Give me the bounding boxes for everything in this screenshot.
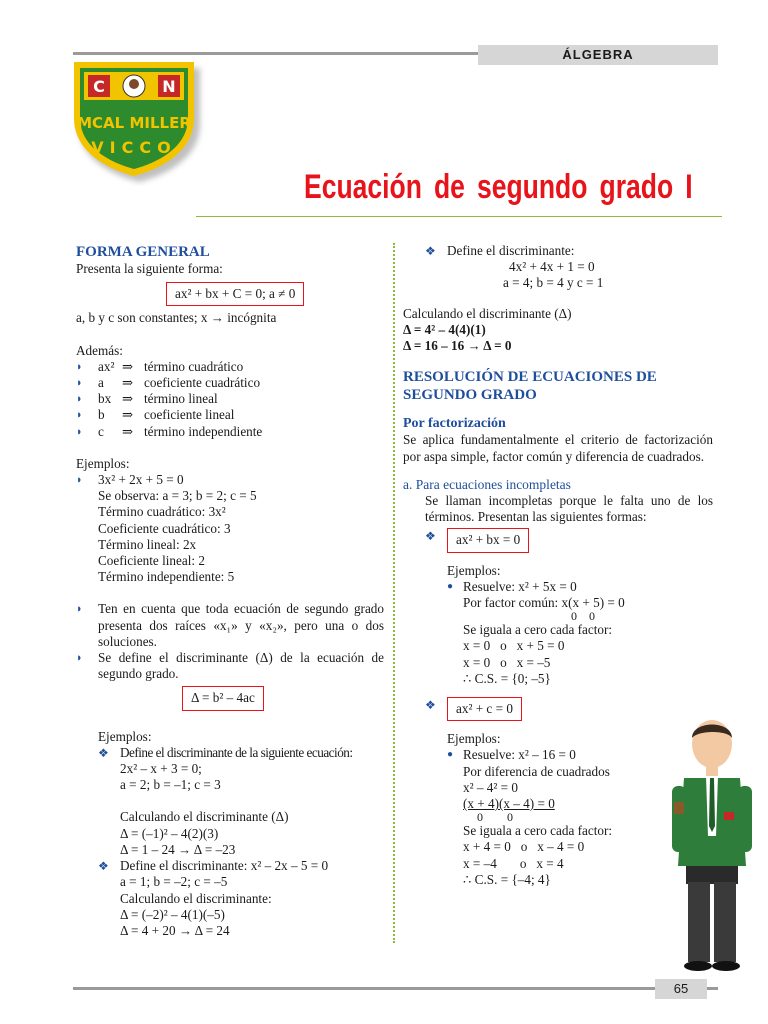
discriminant-examples: Ejemplos: ❖ Define el discriminante de la siguiente ecuación: 2x² – x + 3 = 0; a = 2; b = –1; c = 3 Calculando el discriminante (Δ) Δ = (–1)² – 4(2)(3) Δ = 1 – 24 → Δ = –23 ❖ Define el discriminante: x² – 2x – 5 = 0 a = 1; b = –2; c = –5 Calculando el discriminante: Δ = (–2)² – 4(1)(–5) Δ = 4 + 20 → Δ = 24: [76, 729, 384, 939]
term-item: ◗ c ⇒ término independiente: [76, 423, 263, 439]
bullet-icon: ◗: [76, 377, 83, 390]
section-label: ÁLGEBRA: [478, 45, 718, 65]
bullet-icon: ◗: [76, 652, 83, 665]
example-d1: ❖ Define el discriminante de la siguiente ecuación: 2x² – x + 3 = 0; a = 2; b = –1; c = 3 Calculando el discriminante (Δ) Δ = (–1)² – 4(2)(3) Δ = 1 – 24 → Δ = –23: [98, 744, 353, 857]
svg-text:N: N: [162, 77, 176, 96]
discriminant-formula-box: Δ = b² – 4ac: [182, 686, 264, 710]
general-form-box: ax² + bx + C = 0; a ≠ 0: [166, 282, 304, 306]
page-number: 65: [655, 979, 707, 999]
form1-examples: Ejemplos: ● Resuelve: x² + 5x = 0 Por factor común: x(x + 5) = 0 0 0 Se iguala a cero cada factor: x = 0 o x + 5 = 0 x = 0 o x = –5 ∴ C.S. = {0; –5}: [447, 562, 625, 686]
form1-box: ax² + bx = 0: [447, 528, 529, 552]
right-column: ❖ Define el discriminante: 4x² + 4x + 1 = 0 a = 4; b = 4 y c = 1 Calculando el discriminante (Δ) Δ = 4² – 4(4)(1) Δ = 16 – 16 → Δ = 0 RESOLUCIÓN DE ECUACIONES DE SEGUNDO GRADO Por factorización Se aplica fundamentalmente el criterio de factorización por aspa simple, factor común y diferencia de cuadrados. a. Para ecuaciones incompletas Se llaman incompletas porque le falta uno de los términos. Presentan las siguientes formas: ❖ ax² + bx = 0 Ejemplos: ● Resuelve: x² + 5x = 0 Por factor común: x(x + 5) = 0 0 0 Se iguala a cero cada factor: x = 0 o x + 5 = 0 x = 0 o x = –5 ∴ C.S. = {0; –5} ❖ ax² + c = 0 Ejemplos: ● Resuelve: x² – 16 = 0 Por diferencia de cuadrados x² – 4² = 0 (x + 4)(x – 4) = 0 0 0 Se iguala a cero cada factor: x + 4 = 0 o x – 4 = 0 x = –4 o x = 4 ∴ C.S. = {–4; 4}: [403, 243, 713, 887]
bullet-icon: ◗: [76, 360, 83, 373]
bullet-icon: ◗: [76, 603, 83, 616]
term-item: ◗ b ⇒ coeficiente lineal: [76, 407, 235, 423]
svg-text:MCAL MILLER: MCAL MILLER: [77, 114, 191, 132]
term-item: ◗ a ⇒ coeficiente cuadrático: [76, 375, 261, 391]
title-rule: [196, 216, 722, 217]
subheading-incompletas: a. Para ecuaciones incompletas: [403, 476, 571, 492]
constants-text: a, b y c son constantes; x → incógnita: [76, 310, 277, 326]
form1-row: [403, 528, 713, 552]
diamond-bullet-icon: ❖: [425, 244, 436, 258]
heading-forma-general: FORMA GENERAL: [76, 244, 210, 260]
bullet-icon: ◗: [76, 474, 83, 487]
dot-bullet-icon: ●: [447, 749, 454, 761]
school-logo: [60, 56, 210, 186]
footer-rule: [73, 987, 718, 990]
example-d3: ❖ Define el discriminante: 4x² + 4x + 1 = 0 a = 4; b = 4 y c = 1: [425, 243, 604, 291]
factorizacion-text: Se aplica fundamentalmente el criterio de factorización por aspa simple, factor común y diferencia de cuadrados.: [403, 432, 713, 464]
form2-box: ax² + c = 0: [447, 697, 522, 721]
bullet-icon: ◗: [76, 409, 83, 422]
left-column: [76, 243, 384, 939]
diamond-bullet-icon: ❖: [98, 859, 109, 874]
diamond-bullet-icon: ❖: [98, 745, 109, 760]
diamond-bullet-icon: ❖: [425, 529, 436, 544]
page-title: Ecuación de segundo grado I: [304, 168, 693, 206]
intro-text: Presenta la siguiente forma:: [76, 261, 223, 276]
student-illustration: [662, 716, 762, 978]
note-discriminant: ◗ Se define el discriminante (Δ) de la ecuación de segundo grado.: [76, 650, 384, 682]
bullet-icon: ◗: [76, 425, 83, 438]
incompletas-text: Se llaman incompletas porque le falta uno de los términos. Presentan las siguientes formas:: [425, 493, 713, 525]
term-item: ◗ bx ⇒ término lineal: [76, 391, 218, 407]
note-roots: ◗ Ten en cuenta que toda ecuación de segundo grado presenta dos raíces «x₁» y «x₂», pero una o dos soluciones.: [76, 601, 384, 649]
ejemplos-label: Ejemplos:: [76, 455, 130, 471]
example-d2: ❖ Define el discriminante: x² – 2x – 5 = 0 a = 1; b = –2; c = –5 Calculando el discriminante: Δ = (–2)² – 4(1)(–5) Δ = 4 + 20 → Δ = 24: [98, 858, 329, 938]
svg-text:C: C: [93, 77, 105, 96]
example-1: ◗ 3x² + 2x + 5 = 0 Se observa: a = 3; b = 2; c = 5 Término cuadrático: 3x² Coeficiente cuadrático: 3 Término lineal: 2x Coeficiente lineal: 2 Término independiente: 5: [76, 472, 257, 585]
ademas-label: Además:: [76, 342, 123, 358]
column-divider: [393, 243, 395, 943]
form2-examples: Ejemplos: ● Resuelve: x² – 16 = 0 Por diferencia de cuadrados x² – 4² = 0 (x + 4)(x – 4) = 0 0 0 Se iguala a cero cada factor: x + 4 = 0 o x – 4 = 0 x = –4 o x = 4 ∴ C.S. = {–4; 4}: [447, 731, 613, 887]
dot-bullet-icon: ●: [447, 580, 454, 592]
term-item: ◗ ax² ⇒ término cuadrático: [76, 358, 244, 374]
heading-factorizacion: Por factorización: [403, 416, 506, 432]
bullet-icon: ◗: [76, 393, 83, 406]
heading-resolucion: RESOLUCIÓN DE ECUACIONES DE SEGUNDO GRADO: [403, 369, 657, 404]
svg-text:VICCO: VICCO: [91, 138, 177, 157]
diamond-bullet-icon: ❖: [425, 698, 436, 713]
